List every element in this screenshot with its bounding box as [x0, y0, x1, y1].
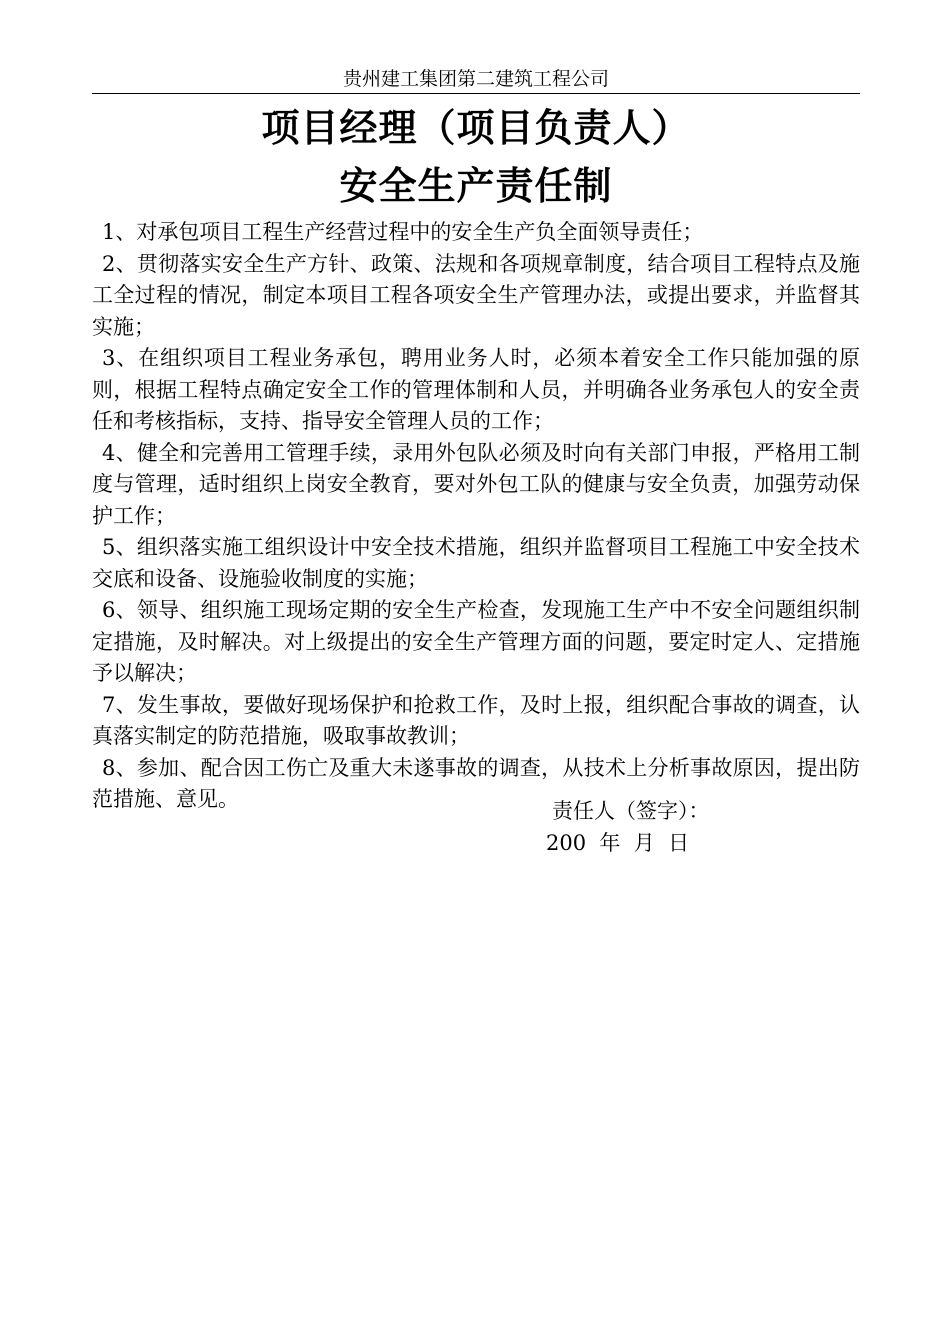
header-divider: [92, 93, 860, 94]
clause-1: 1、对承包项目工程生产经营过程中的安全生产负全面领导责任；: [102, 220, 704, 244]
clause-6: 6、领导、组织施工现场定期的安全生产检查，发现施工生产中不安全问题组织制定措施，及时解决。对上级提出的安全生产管理方面的问题，要定时定人、定措施予以解决；: [92, 598, 860, 685]
clause-5: 5、组织落实施工组织设计中安全技术措施，组织并监督项目工程施工中安全技术交底和设备、设施验收制度的实施；: [92, 535, 860, 591]
responsibility-clauses: [92, 217, 860, 816]
title-line-1: 项目经理（项目负责人）: [261, 106, 691, 150]
title-line-2: 安全生产责任制: [339, 164, 613, 208]
signature-label: 责任人（签字）：: [552, 799, 710, 823]
clause-2: 2、贯彻落实安全生产方针、政策、法规和各项规章制度，结合项目工程特点及施工全过程的情况，制定本项目工程各项安全生产管理办法，或提出要求，并监督其实施；: [92, 251, 860, 339]
clause-4: 4、健全和完善用工管理手续，录用外包队必须及时向有关部门申报，严格用工制度与管理，适时组织上岗安全教育，要对外包工队的健康与安全负责，加强劳动保护工作；: [92, 440, 860, 528]
clause-3: 3、在组织项目工程业务承包，聘用业务人时，必须本着安全工作只能加强的原则，根据工程特点确定安全工作的管理体制和人员，并明确各业务承包人的安全责任和考核指标，支持、指导安全管理人员的工作；: [92, 346, 860, 433]
signature-date: 200 年 月 日: [546, 831, 690, 855]
clause-7: 7、发生事故，要做好现场保护和抢救工作，及时上报，组织配合事故的调查，认真落实制定的防范措施，吸取事故教训；: [92, 692, 860, 748]
company-header: 贵州建工集团第二建筑工程公司: [342, 68, 609, 90]
clause-8: 8、参加、配合因工伤亡及重大未遂事故的调查，从技术上分析事故原因，提出防范措施、意见。: [92, 755, 860, 811]
